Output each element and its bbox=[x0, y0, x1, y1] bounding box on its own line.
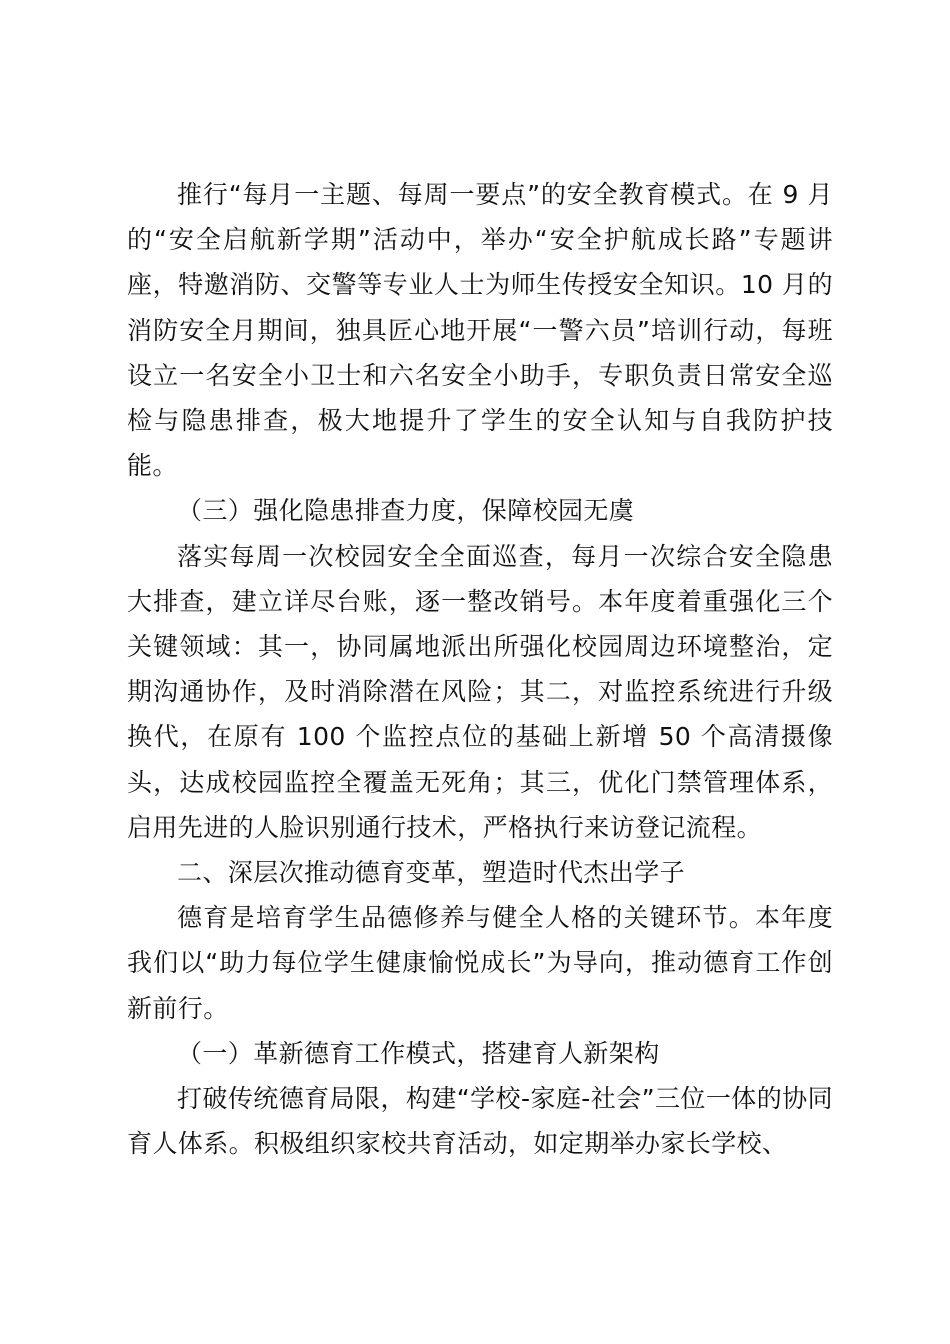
section-heading-moral-education: 二、深层次推动德育变革，塑造时代杰出学子 bbox=[177, 858, 686, 888]
paragraph-safety-education: 推行“每月一主题、每周一要点”的安全教育模式。在 9 月的“安全启航新学期”活动中，举办“安全护航成长路”专题讲座，特邀消防、交警等专业人士为师生传授安全知识。10 月的消防安全月期间，独具匠心地开展“一警六员”培训行动，每班设立一名安全小卫士和六名安全小助手，专职负责日常安全巡检与隐患排查，极大地提升了学生的安全认知与自我防护技能。 bbox=[127, 180, 833, 481]
section-heading-hazard-inspection: （三）强化隐患排查力度，保障校园无虞 bbox=[177, 496, 635, 526]
document-body bbox=[127, 172, 833, 1166]
paragraph-moral-education-intro: 德育是培育学生品德修养与健全人格的关键环节。本年度我们以“助力每位学生健康愉悦成长”为导向，推动德育工作创新前行。 bbox=[127, 903, 833, 1023]
paragraph-collaborative-education: 打破传统德育局限，构建“学校-家庭-社会”三位一体的协同育人体系。积极组织家校共育活动，如定期举办家长学校、 bbox=[127, 1084, 833, 1159]
section-heading-new-model: （一）革新德育工作模式，搭建育人新架构 bbox=[177, 1038, 660, 1068]
paragraph-hazard-inspection: 落实每周一次校园安全全面巡查，每月一次综合安全隐患大排查，建立详尽台账，逐一整改销号。本年度着重强化三个关键领域：其一，协同属地派出所强化校园周边环境整治，定期沟通协作，及时消除潜在风险；其二，对监控系统进行升级换代，在原有 100 个监控点位的基础上新增 50 个高清摄像头，达成校园监控全覆盖无死角；其三，优化门禁管理体系，启用先进的人脸识别通行技术，严格执行来访登记流程。 bbox=[127, 541, 833, 842]
